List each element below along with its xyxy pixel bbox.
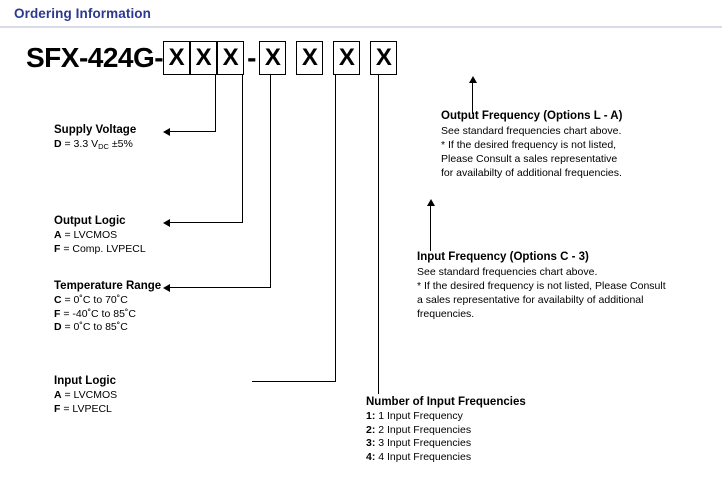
callout-output-frequency-paragraph-2: * If the desired frequency is not listed, xyxy=(441,139,617,151)
callout-nif-text-4: 4 Input Frequencies xyxy=(375,450,472,463)
leader-output-logic-arrow xyxy=(163,219,170,227)
callout-supply-voltage-tail-1: ±5% xyxy=(108,138,133,150)
callout-temperature-range xyxy=(54,280,161,335)
callout-temperature-range-title: Temperature Range xyxy=(54,280,162,292)
leader-temperature-range-arrow xyxy=(163,284,170,292)
callout-number-of-input-frequencies-line-4 xyxy=(366,451,526,465)
callout-temperature-range-code-1: C xyxy=(54,294,62,306)
callout-supply-voltage-eq-1: = 3.3 V xyxy=(61,138,99,150)
callout-input-frequency-paragraph-2: * If the desired frequency is not listed, Please Consult xyxy=(417,280,666,292)
callout-output-logic-line-1 xyxy=(54,229,146,243)
header-divider xyxy=(0,26,722,28)
callout-input-logic-line-2 xyxy=(54,403,117,417)
callout-output-logic-code-2: F xyxy=(54,242,61,255)
callout-temperature-range-code-3: D xyxy=(54,321,62,333)
callout-temperature-range-line-1 xyxy=(54,294,161,308)
callout-nif-code-3: 3: xyxy=(366,437,376,449)
leader-input-logic-horizontal xyxy=(252,381,336,382)
callout-temperature-range-code-2: F xyxy=(54,307,61,320)
leader-temperature-range-horizontal xyxy=(170,287,271,288)
callout-input-logic xyxy=(54,375,117,416)
callout-output-logic-code-1: A xyxy=(54,229,62,241)
callout-number-of-input-frequencies xyxy=(366,396,526,464)
callout-output-frequency-paragraph-3: Please Consult a sales representative xyxy=(441,153,618,165)
callout-output-logic-line-2 xyxy=(54,243,146,257)
callout-temperature-range-line-3 xyxy=(54,321,161,335)
leader-number-input-freq-vertical xyxy=(378,74,379,394)
leader-supply-voltage-vertical xyxy=(215,74,216,132)
part-number-box-1: X xyxy=(163,41,190,75)
part-number-row xyxy=(26,38,397,78)
callout-temperature-range-text-1: = 0˚C to 70˚C xyxy=(61,294,128,306)
part-number-box-7: X xyxy=(370,41,397,75)
part-number-prefix: SFX-424G- xyxy=(26,42,164,73)
callout-input-logic-line-1 xyxy=(54,389,117,403)
callout-input-frequency xyxy=(417,251,702,321)
callout-input-logic-code-1: A xyxy=(54,389,62,401)
callout-nif-code-2: 2: xyxy=(366,423,376,436)
callout-input-frequency-paragraph-3: a sales representative for availabilty of additional xyxy=(417,294,644,306)
callout-input-frequency-title: Input Frequency (Options C - 3) xyxy=(417,251,589,263)
callout-input-logic-title: Input Logic xyxy=(54,375,116,387)
leader-input-frequency-arrow xyxy=(427,199,435,206)
callout-input-frequency-paragraph-4: frequencies. xyxy=(417,308,475,320)
part-number-box-4: X xyxy=(259,41,286,75)
callout-output-frequency xyxy=(441,110,716,180)
leader-temperature-range-vertical xyxy=(270,74,271,288)
callout-temperature-range-line-2 xyxy=(54,308,161,322)
leader-input-frequency-vertical xyxy=(430,205,431,251)
part-number-dash: - xyxy=(247,42,257,73)
callout-supply-voltage-code-1: D xyxy=(54,138,62,150)
callout-input-frequency-paragraph-1: See standard frequencies chart above. xyxy=(417,266,598,278)
callout-temperature-range-text-2: = -40˚C to 85˚C xyxy=(60,307,136,320)
callout-output-logic-text-2: = Comp. LVPECL xyxy=(60,242,146,255)
callout-number-of-input-frequencies-line-3 xyxy=(366,437,526,451)
callout-input-logic-code-2: F xyxy=(54,402,61,415)
callout-output-logic xyxy=(54,215,146,256)
callout-supply-voltage-sub-1: DC xyxy=(98,142,109,151)
leader-output-frequency-arrow xyxy=(469,76,477,83)
callout-supply-voltage-title: Supply Voltage xyxy=(54,124,137,136)
leader-input-logic-vertical xyxy=(335,74,336,382)
leader-output-logic-horizontal xyxy=(170,222,243,223)
callout-output-frequency-paragraph-4: for availabilty of additional frequencies. xyxy=(441,167,622,179)
callout-nif-text-1: 1 Input Frequency xyxy=(375,410,463,422)
leader-supply-voltage-horizontal xyxy=(170,131,216,132)
callout-nif-code-4: 4: xyxy=(366,450,376,463)
callout-supply-voltage xyxy=(54,124,136,154)
part-number-box-5: X xyxy=(296,41,323,75)
callout-nif-code-1: 1: xyxy=(366,410,376,422)
leader-output-logic-vertical xyxy=(242,74,243,223)
callout-number-of-input-frequencies-title: Number of Input Frequencies xyxy=(366,396,526,408)
callout-nif-text-3: 3 Input Frequencies xyxy=(375,437,472,449)
part-number-box-2: X xyxy=(190,41,217,75)
part-number-box-6: X xyxy=(333,41,360,75)
callout-nif-text-2: 2 Input Frequencies xyxy=(375,423,472,436)
callout-number-of-input-frequencies-line-1 xyxy=(366,410,526,424)
page-title: Ordering Information xyxy=(14,6,151,21)
callout-output-frequency-title: Output Frequency (Options L - A) xyxy=(441,110,623,122)
callout-input-logic-text-2: = LVPECL xyxy=(60,402,112,415)
callout-output-logic-title: Output Logic xyxy=(54,215,126,227)
callout-output-frequency-paragraph-1: See standard frequencies chart above. xyxy=(441,125,622,137)
callout-input-logic-text-1: = LVCMOS xyxy=(61,389,118,401)
leader-supply-voltage-arrow xyxy=(163,128,170,136)
callout-number-of-input-frequencies-line-2 xyxy=(366,424,526,438)
callout-supply-voltage-line-1 xyxy=(54,138,136,154)
callout-output-logic-text-1: = LVCMOS xyxy=(61,229,118,241)
part-number-box-3: X xyxy=(217,41,244,75)
callout-temperature-range-text-3: = 0˚C to 85˚C xyxy=(61,321,128,333)
